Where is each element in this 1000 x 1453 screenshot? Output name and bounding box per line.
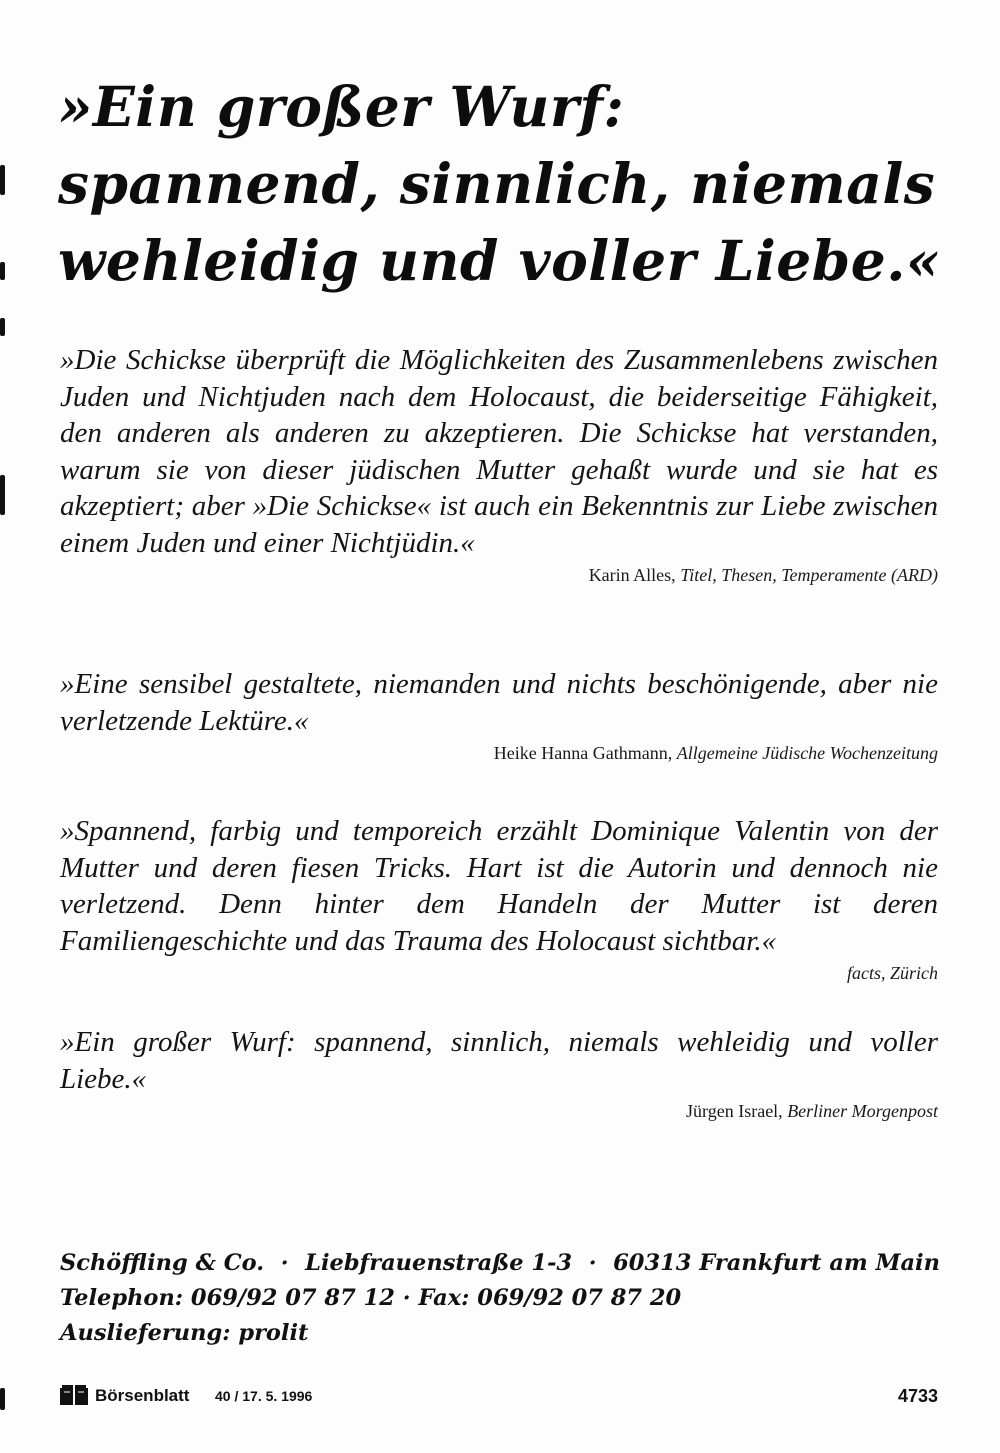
- issue-date: 40 / 17. 5. 1996: [215, 1388, 313, 1404]
- quote-source: Berliner Morgenpost: [787, 1101, 938, 1121]
- quote-author: Jürgen Israel,: [686, 1101, 788, 1121]
- quote-attribution: [60, 1101, 938, 1122]
- publisher-phone: Telephon: 069/92 07 87 12: [60, 1285, 395, 1311]
- publisher-fax: Fax: 069/92 07 87 20: [418, 1285, 682, 1311]
- quote-attribution: [60, 743, 938, 764]
- quote-source: Titel, Thesen, Temperamente (ARD): [680, 565, 938, 585]
- quote-source: facts, Zürich: [846, 963, 938, 983]
- binding-mark: [0, 475, 5, 515]
- quote-attribution: [60, 565, 938, 586]
- binding-mark: [0, 165, 5, 195]
- publisher-city: 60313 Frankfurt am Main: [613, 1250, 940, 1276]
- quote-author: Karin Alles,: [588, 565, 681, 585]
- publisher-street: Liebfrauenstraße 1-3: [305, 1250, 573, 1276]
- page-number: 4733: [897, 1386, 938, 1406]
- quote-author: Heike Hanna Gathmann,: [493, 743, 677, 763]
- headline: [58, 68, 948, 299]
- quote-attribution: [60, 963, 938, 984]
- book-icon: [60, 1385, 88, 1407]
- review-quote: [60, 1024, 938, 1122]
- publisher-line-1: [60, 1246, 940, 1281]
- headline-line-1: »Ein großer Wurf:: [58, 74, 625, 139]
- publisher-line-2: [60, 1281, 940, 1316]
- binding-mark: [0, 262, 5, 280]
- review-quote: [60, 813, 938, 984]
- separator: ·: [280, 1250, 289, 1276]
- journal-name: Börsenblatt: [95, 1386, 190, 1405]
- page-footer: [60, 1384, 938, 1410]
- review-quote: [60, 666, 938, 764]
- publisher-address: [60, 1246, 940, 1351]
- publisher-delivery: Auslieferung: prolit: [60, 1320, 309, 1346]
- quote-text: »Die Schickse überprüft die Möglichkeiten des Zusammenlebens zwischen Juden und Nichtjuden nach dem Holocaust, die beiderseitige Fähigkeit, den anderen als anderen zu akzeptieren. Die Schickse hat verstanden, warum sie von dieser jüdischen Mutter gehaßt wurde und sie hat es akzeptiert; aber »Die Schickse« ist auch ein Bekenntnis zur Liebe zwischen einem Juden und einer Nichtjüdin.«: [60, 344, 938, 559]
- headline-line-2: spannend, sinnlich, niemals: [58, 151, 936, 216]
- quote-text: »Spannend, farbig und temporeich erzählt Dominique Valentin von der Mutter und deren fiesen Tricks. Hart ist die Autorin und dennoch nie verletzend. Denn hinter dem Handeln der Mutter ist deren Familiengeschichte und das Trauma des Holocaust sichtbar.«: [60, 815, 938, 957]
- separator: ·: [588, 1250, 597, 1276]
- review-quote: [60, 342, 938, 586]
- headline-line-3: wehleidig und voller Liebe.«: [58, 228, 941, 293]
- binding-mark: [0, 1388, 5, 1410]
- publisher-line-3: [60, 1316, 940, 1351]
- quote-source: Allgemeine Jüdische Wochenzeitung: [676, 743, 938, 763]
- quote-text: »Eine sensibel gestaltete, niemanden und nichts beschönigende, aber nie verletzende Lektüre.«: [60, 668, 938, 737]
- separator: ·: [402, 1285, 411, 1311]
- binding-mark: [0, 318, 5, 336]
- publisher-name: Schöffling & Co.: [60, 1250, 265, 1276]
- quote-text: »Ein großer Wurf: spannend, sinnlich, niemals wehleidig und voller Liebe.«: [60, 1026, 938, 1095]
